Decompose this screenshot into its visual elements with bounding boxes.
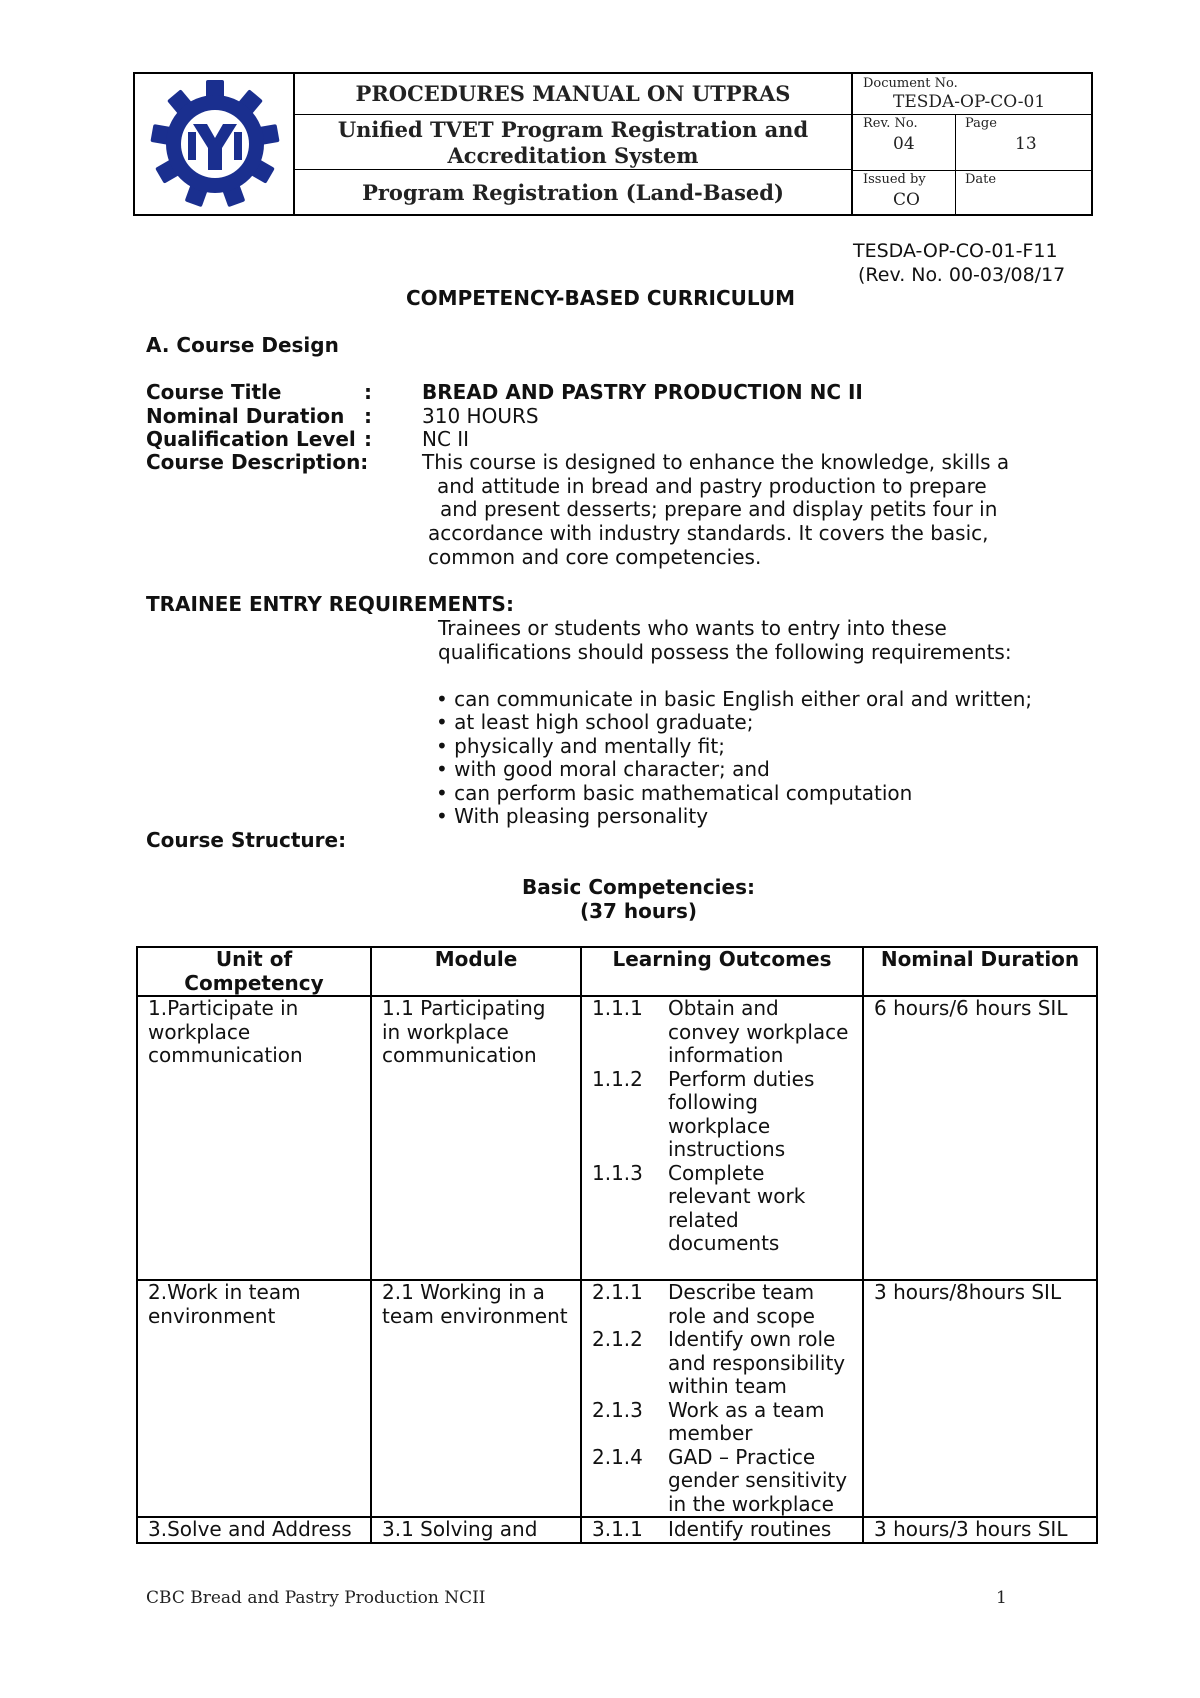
footer-page-number: 1 (996, 1588, 1007, 1608)
outcome-text: Complete relevant work related documents (668, 1160, 806, 1255)
learning-outcome (592, 1328, 852, 1399)
outcomes-cell (581, 1280, 863, 1517)
outcome-text: Obtain and convey workplace information (668, 996, 849, 1067)
outcome-text: Identify routines (668, 1517, 832, 1541)
module-cell: 3.1 Solving and (371, 1517, 581, 1543)
learning-outcome (592, 1281, 852, 1328)
list-item-text: can communicate in basic English either oral and written; (454, 687, 1033, 711)
outcome-text: GAD – Practice gender sensitivity in the workplace (668, 1444, 848, 1516)
system-name (295, 115, 851, 170)
document-header (133, 72, 1093, 216)
list-item (436, 781, 912, 805)
bullet-icon: • (436, 804, 448, 828)
table-row (137, 1280, 1097, 1517)
course-title-label: Course Title (146, 380, 282, 404)
outcome-number: 1.1.2 (592, 1066, 643, 1091)
course-description-line: and present desserts; prepare and display petits four in (440, 497, 998, 521)
unit-cell: 2.Work in team environment (137, 1280, 371, 1517)
doc-no-value: TESDA-OP-CO-01 (893, 92, 1046, 112)
issued-value: CO (893, 190, 920, 210)
list-item-text: can perform basic mathematical computation (454, 781, 913, 805)
nominal-duration-label: Nominal Duration (146, 404, 345, 428)
column-header: Nominal Duration (863, 947, 1097, 996)
learning-outcome (592, 1518, 852, 1542)
basic-competencies-title: Basic Competencies: (522, 875, 755, 899)
page-value: 13 (1015, 134, 1037, 154)
date-label: Date (965, 172, 997, 187)
course-structure-label: Course Structure: (146, 828, 347, 852)
nominal-duration-value: 310 HOURS (422, 404, 539, 428)
course-description-line: accordance with industry standards. It covers the basic, (428, 521, 989, 545)
learning-outcome (592, 1446, 852, 1517)
bullet-icon: • (436, 710, 448, 734)
module-cell: 2.1 Working in a team environment (371, 1280, 581, 1517)
footer-document-name: CBC Bread and Pastry Production NCII (146, 1588, 486, 1608)
outcome-text: Describe team role and scope (668, 1280, 815, 1328)
column-header: Unit of Competency (137, 947, 371, 996)
outcome-number: 2.1.4 (592, 1444, 643, 1469)
list-item (436, 734, 725, 758)
duration-cell: 6 hours/6 hours SIL (863, 996, 1097, 1280)
document-title: COMPETENCY-BASED CURRICULUM (406, 286, 796, 310)
learning-outcome (592, 997, 852, 1068)
outcome-number: 2.1.2 (592, 1327, 643, 1351)
colon: : (364, 427, 372, 451)
learning-outcome (592, 1068, 852, 1162)
bullet-icon: • (436, 734, 448, 758)
qualification-level-value: NC II (422, 427, 470, 451)
outcome-number: 3.1.1 (592, 1517, 643, 1541)
course-description-label: Course Description: (146, 450, 369, 474)
table-row (137, 996, 1097, 1280)
section-a-heading: A. Course Design (146, 333, 339, 357)
list-item (436, 804, 708, 828)
outcome-text: Work as a team member (668, 1397, 825, 1445)
bullet-icon: • (436, 781, 448, 805)
column-header: Learning Outcomes (581, 947, 863, 996)
competency-table (136, 946, 1098, 1544)
table-header-row (137, 947, 1097, 996)
basic-competencies-hours: (37 hours) (580, 899, 698, 923)
list-item (436, 687, 1032, 711)
outcomes-cell (581, 996, 863, 1280)
outcome-number: 2.1.1 (592, 1280, 643, 1304)
document-control-box (851, 74, 1093, 214)
manual-title: PROCEDURES MANUAL ON UTPRAS (295, 74, 851, 115)
page-label: Page (965, 116, 997, 131)
course-description-line: and attitude in bread and pastry production to prepare (437, 474, 987, 498)
list-item (436, 710, 753, 734)
qualification-level-label: Qualification Level (146, 427, 356, 451)
list-item-text: With pleasing personality (454, 804, 709, 828)
outcome-number: 2.1.3 (592, 1397, 643, 1422)
rev-label: Rev. No. (863, 116, 918, 131)
system-name-line1: Unified TVET Program Registration and (337, 117, 809, 142)
colon: : (364, 380, 372, 404)
entry-intro-line: Trainees or students who wants to entry into these (438, 616, 947, 640)
section-name: Program Registration (Land-Based) (362, 180, 784, 205)
form-revision: (Rev. No. 00-03/08/17 (858, 264, 1066, 286)
course-description-line: This course is designed to enhance the knowledge, skills a (422, 450, 1010, 474)
duration-cell: 3 hours/8hours SIL (863, 1280, 1097, 1517)
entry-intro-line: qualifications should possess the following requirements: (438, 640, 1012, 664)
list-item-text: with good moral character; and (454, 757, 770, 781)
unit-cell: 3.Solve and Address (137, 1517, 371, 1543)
table-row (137, 1517, 1097, 1543)
doc-no-label: Document No. (863, 76, 958, 91)
form-code: TESDA-OP-CO-01-F11 (853, 240, 1058, 262)
list-item (436, 757, 770, 781)
learning-outcome (592, 1162, 852, 1256)
course-title-value: BREAD AND PASTRY PRODUCTION NC II (422, 380, 863, 404)
list-item-text: physically and mentally fit; (454, 734, 725, 758)
list-item-text: at least high school graduate; (454, 710, 754, 734)
outcomes-cell (581, 1517, 863, 1543)
tesda-logo (135, 74, 295, 214)
outcome-number: 1.1.3 (592, 1160, 643, 1185)
issued-label: Issued by (863, 172, 926, 187)
duration-cell: 3 hours/3 hours SIL (863, 1517, 1097, 1543)
module-cell: 1.1 Participating in workplace communication (371, 996, 581, 1280)
learning-outcome (592, 1399, 852, 1446)
colon: : (364, 404, 372, 428)
bullet-icon: • (436, 687, 448, 711)
course-description-line: common and core competencies. (428, 545, 762, 569)
entry-requirements-heading: TRAINEE ENTRY REQUIREMENTS: (146, 592, 514, 616)
system-name-line2: Accreditation System (447, 143, 699, 168)
outcome-text: Perform duties following workplace instructions (668, 1066, 815, 1161)
column-header: Module (371, 947, 581, 996)
bullet-icon: • (436, 757, 448, 781)
outcome-number: 1.1.1 (592, 996, 643, 1020)
unit-cell: 1.Participate in workplace communication (137, 996, 371, 1280)
outcome-text: Identify own role and responsibility within team (668, 1327, 846, 1398)
tesda-gear-icon (135, 74, 293, 214)
rev-value: 04 (893, 134, 915, 154)
